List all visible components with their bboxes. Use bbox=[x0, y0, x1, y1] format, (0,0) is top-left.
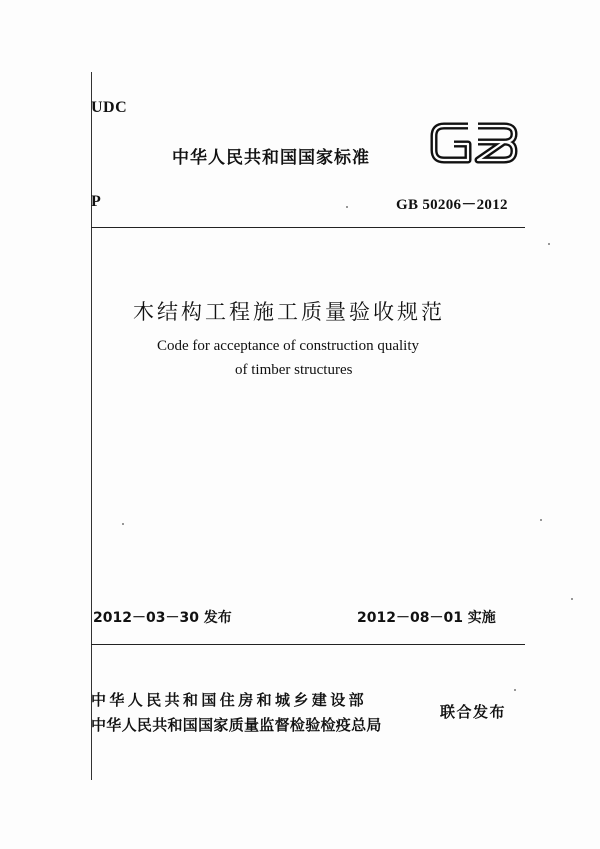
standard-number: GB 50206－2012 bbox=[396, 197, 508, 213]
issuing-ministry-1: 中华人民共和国住房和城乡建设部 bbox=[91, 691, 368, 709]
title-english-line-1: Code for acceptance of construction quality bbox=[157, 338, 419, 354]
scan-speck bbox=[122, 523, 124, 525]
scan-speck bbox=[514, 689, 516, 691]
issue-date: 2012－03－30 发布 bbox=[93, 610, 232, 626]
left-margin-rule bbox=[91, 72, 92, 780]
classification-letter: P bbox=[91, 193, 101, 210]
standard-category-label: 中华人民共和国国家标准 bbox=[172, 148, 370, 168]
implementation-date: 2012－08－01 实施 bbox=[357, 610, 496, 626]
scan-speck bbox=[540, 519, 542, 521]
gb-logo-icon bbox=[428, 117, 520, 167]
date-divider bbox=[91, 644, 525, 645]
joint-release-label: 联合发布 bbox=[440, 703, 507, 721]
gb-logo-text: GB bbox=[472, 146, 476, 148]
scan-speck bbox=[571, 598, 573, 600]
title-chinese: 木结构工程施工质量验收规范 bbox=[133, 300, 445, 324]
udc-label: UDC bbox=[91, 99, 128, 116]
header-divider bbox=[91, 227, 525, 228]
title-english-line-2: of timber structures bbox=[235, 362, 353, 378]
scan-speck bbox=[346, 206, 348, 208]
issuing-ministry-2: 中华人民共和国国家质量监督检验检疫总局 bbox=[91, 716, 382, 734]
scan-speck bbox=[548, 243, 550, 245]
